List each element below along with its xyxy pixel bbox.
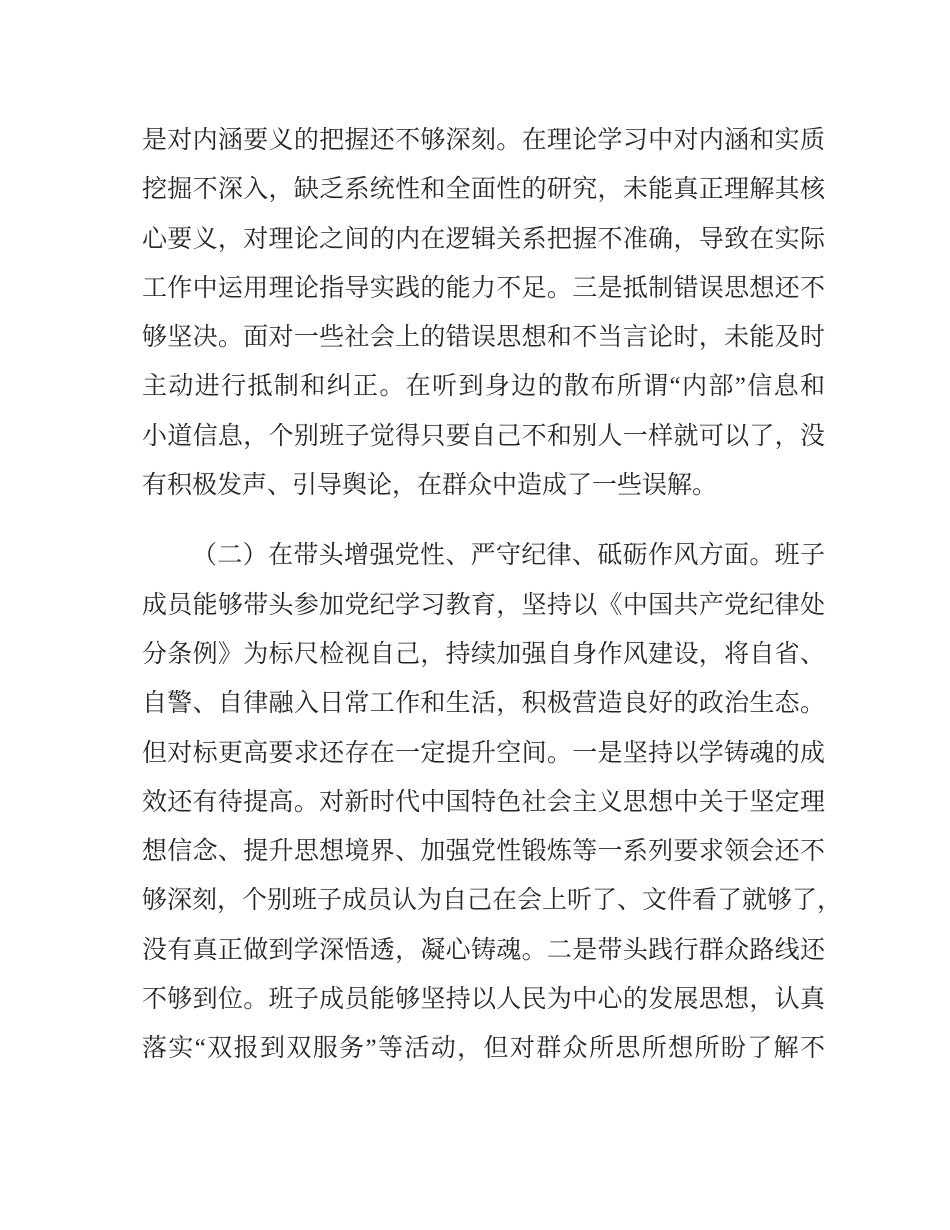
- text-line: 成员能够带头参加党纪学习教育，坚持以《中国共产党纪律处: [142, 591, 825, 619]
- text-line: 自警、自律融入日常工作和生活，积极营造良好的政治生态。: [142, 690, 825, 718]
- paragraph-1: [142, 116, 825, 510]
- paragraph-2: [142, 531, 843, 1073]
- text-line: 够坚决。面对一些社会上的错误思想和不当言论时，未能及时: [142, 324, 825, 352]
- text-line: 有积极发声、引导舆论，在群众中造成了一些误解。: [142, 472, 718, 500]
- text-line: 心要义，对理论之间的内在逻辑关系把握不准确，导致在实际: [142, 225, 825, 253]
- text-line: 挖掘不深入，缺乏系统性和全面性的研究，未能真正理解其核: [142, 176, 825, 204]
- text-line: 够深刻，个别班子成员认为自己在会上听了、文件看了就够了，: [142, 887, 843, 915]
- text-line: 效还有待提高。对新时代中国特色社会主义思想中关于坚定理: [142, 788, 825, 816]
- document-text-block: [142, 116, 843, 1074]
- text-line: 小道信息，个别班子觉得只要自己不和别人一样就可以了，没: [142, 422, 825, 450]
- text-line: 落实“双报到双服务”等活动，但对群众所思所想所盼了解不: [142, 1035, 825, 1063]
- text-line: 分条例》为标尺检视自己，持续加强自身作风建设，将自省、: [142, 640, 825, 668]
- text-line: 但对标更高要求还存在一定提升空间。一是坚持以学铸魂的成: [142, 739, 825, 767]
- text-line: 想信念、提升思想境界、加强党性锻炼等一系列要求领会还不: [142, 838, 825, 866]
- text-line: 是对内涵要义的把握还不够深刻。在理论学习中对内涵和实质: [142, 127, 825, 154]
- text-line: （二）在带头增强党性、严守纪律、砥砺作风方面。班子: [192, 542, 825, 570]
- text-line: 主动进行抵制和纠正。在听到身边的散布所谓“内部”信息和: [142, 373, 825, 401]
- text-line: 不够到位。班子成员能够坚持以人民为中心的发展思想，认真: [142, 986, 825, 1014]
- text-line: 工作中运用理论指导实践的能力不足。三是抵制错误思想还不: [142, 274, 825, 302]
- text-line: 没有真正做到学深悟透，凝心铸魂。二是带头践行群众路线还: [142, 936, 825, 964]
